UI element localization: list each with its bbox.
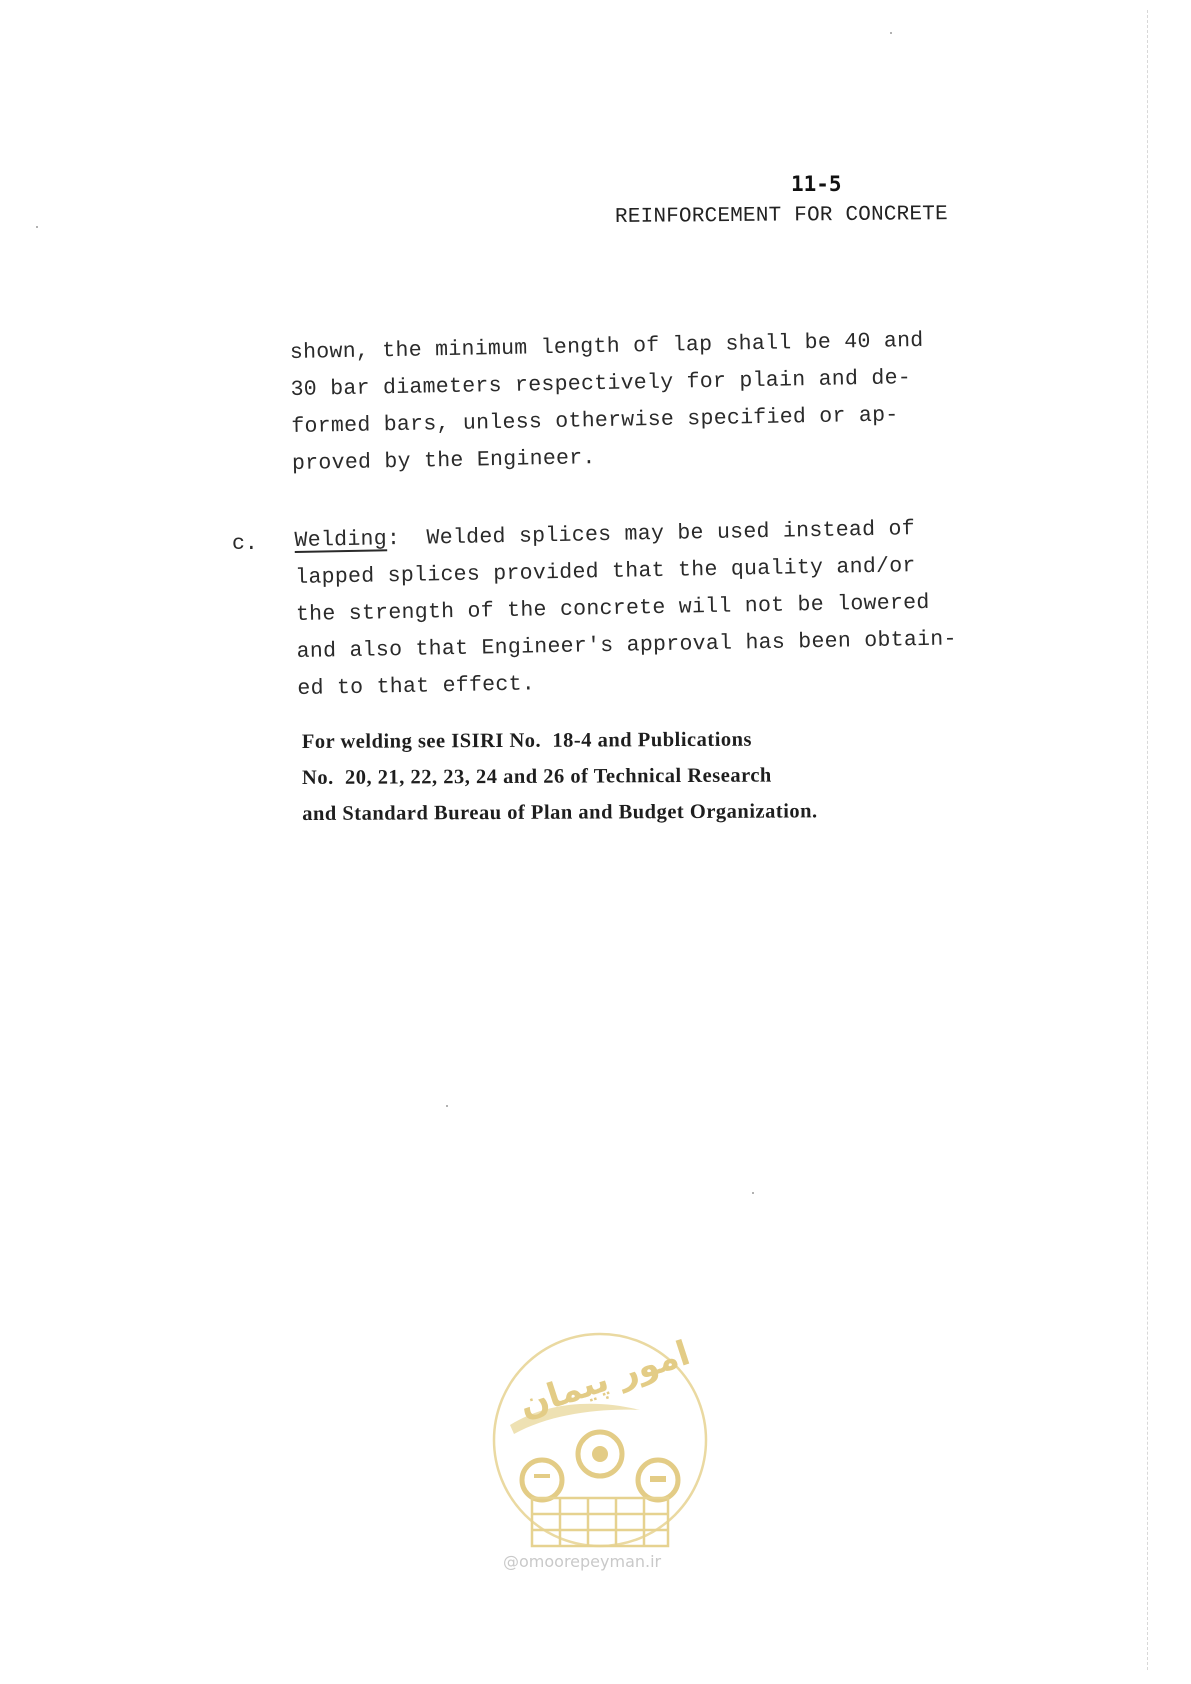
text-line-rest: Welded splices may be used instead of [399, 517, 916, 551]
text-line: 30 bar diameters respectively for plain and de- [290, 366, 912, 403]
scan-edge [1147, 10, 1149, 1670]
welding-note [302, 721, 818, 832]
paragraph-welding [294, 510, 958, 708]
scan-speck [446, 1105, 448, 1107]
note-line: No. 20, 21, 22, 23, 24 and 26 of Technical Research [301, 764, 772, 789]
text-line: formed bars, unless otherwise specified or ap- [291, 403, 899, 439]
note-line: and Standard Bureau of Plan and Budget Organization. [302, 800, 818, 825]
watermark-caption: @omoorepeyman.ir [503, 1552, 662, 1571]
list-marker-c: c. [232, 532, 258, 556]
text-line: shown, the minimum length of lap shall be 40 and [289, 328, 924, 366]
heading-colon: : [386, 526, 401, 552]
scan-speck [890, 32, 892, 34]
text-line: lapped splices provided that the quality and/or [295, 554, 916, 591]
note-line: For welding see ISIRI No. 18-4 and Publications [301, 728, 753, 754]
watermark-logo [490, 1330, 710, 1590]
paragraph-1 [290, 323, 926, 483]
section-title: REINFORCEMENT FOR CONCRETE [614, 203, 948, 229]
scan-speck [36, 226, 38, 228]
scan-speck [752, 1192, 754, 1194]
watermark-lettering: امور پیمان [514, 1333, 695, 1426]
page-number: 11-5 [791, 172, 842, 196]
text-line: and also that Engineer's approval has been obtain- [296, 627, 957, 664]
text-line: the strength of the concrete will not be lowered [295, 590, 930, 627]
text-line: ed to that effect. [297, 672, 536, 701]
welding-heading: Welding [294, 527, 388, 554]
text-line: proved by the Engineer. [291, 446, 596, 476]
